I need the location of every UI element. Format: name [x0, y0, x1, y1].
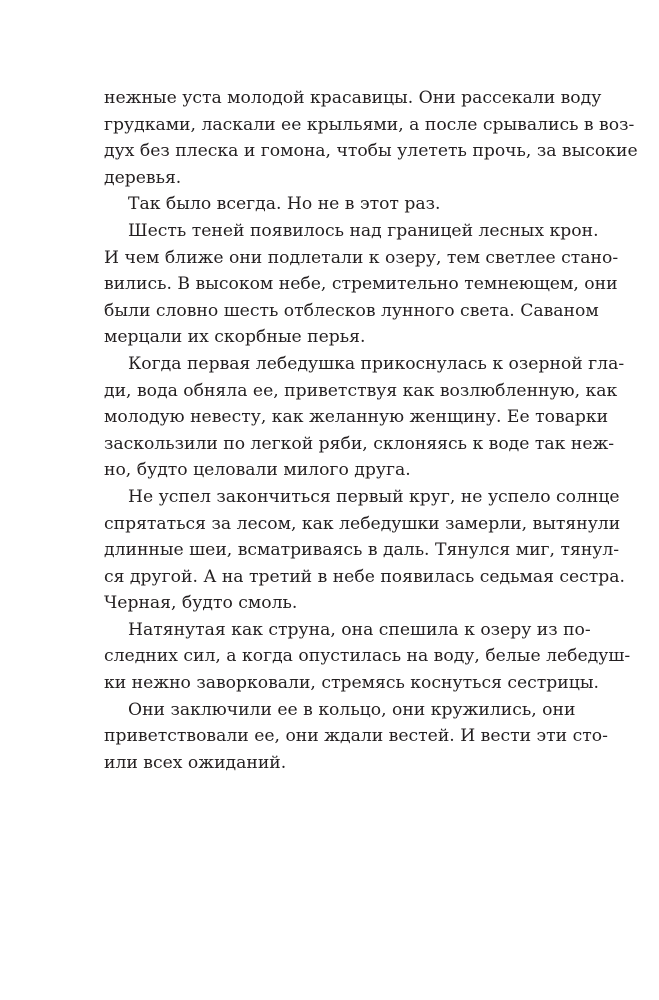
text-line: ся другой. А на третий в небе появилась седьмая сестра. — [104, 566, 626, 587]
paragraph-3 — [104, 218, 619, 351]
paragraph-5 — [104, 484, 626, 617]
text-line: Они заключили ее в кольцо, они кружились, они — [128, 699, 576, 720]
text-line: были словно шесть отблесков лунного света. Саваном — [104, 300, 599, 321]
text-line: ки нежно заворковали, стремясь коснуться сестрицы. — [104, 673, 599, 694]
paragraph-7 — [104, 697, 608, 777]
text-line: Не успел закончиться первый круг, не успело солнце — [128, 486, 620, 507]
text-line: деревья. — [104, 167, 182, 188]
paragraph-1 — [104, 85, 638, 191]
text-line: мерцали их скорбные перья. — [104, 327, 366, 348]
paragraph-2 — [104, 191, 564, 218]
text-line: И чем ближе они подлетали к озеру, тем светлее стано- — [104, 247, 619, 268]
text-line: но, будто целовали милого друга. — [104, 460, 411, 481]
text-line: Так было всегда. Но не в этот раз. — [128, 194, 441, 215]
text-line: Когда первая лебедушка прикоснулась к озерной гла- — [128, 353, 625, 374]
paragraph-6 — [104, 617, 631, 697]
text-line: Шесть теней появилось над границей лесных крон. — [128, 220, 599, 241]
text-line: грудками, ласкали ее крыльями, а после срывались в воз- — [104, 114, 635, 135]
text-line: Натянутая как струна, она спешила к озеру из по- — [128, 619, 591, 640]
text-line: спрятаться за лесом, как лебедушки замерли, вытянули — [104, 513, 621, 534]
text-line: вились. В высоком небе, стремительно темнеющем, они — [104, 274, 618, 295]
text-line: нежные уста молодой красавицы. Они рассекали воду — [104, 88, 602, 108]
page-body — [104, 85, 638, 776]
text-line: дух без плеска и гомона, чтобы улететь прочь, за высокие — [104, 141, 638, 162]
text-line: длинные шеи, всматриваясь в даль. Тянулся миг, тянул- — [104, 540, 620, 561]
text-line: молодую невесту, как желанную женщину. Ее товарки — [104, 407, 609, 428]
text-line: или всех ожиданий. — [104, 752, 287, 773]
text-line: следних сил, а когда опустилась на воду, белые лебедуш- — [104, 646, 631, 667]
text-line: ди, вода обняла ее, приветствуя как возлюбленную, как — [104, 380, 618, 401]
text-line: Черная, будто смоль. — [104, 593, 298, 614]
text-line: заскользили по легкой ряби, склоняясь к воде так неж- — [104, 433, 615, 454]
text-line: приветствовали ее, они ждали вестей. И вести эти сто- — [104, 726, 608, 747]
paragraph-4 — [104, 351, 625, 484]
